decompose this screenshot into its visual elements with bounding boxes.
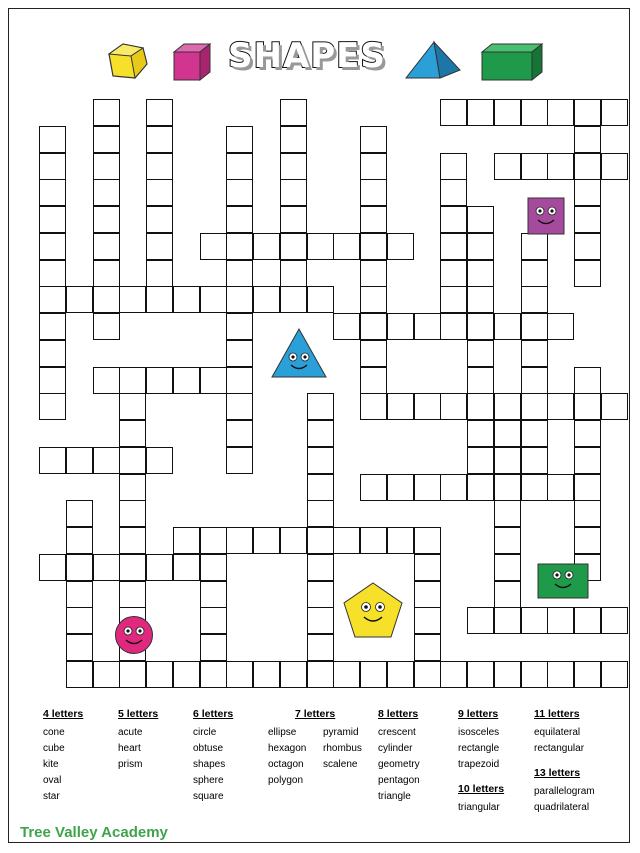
word: shapes bbox=[193, 759, 226, 770]
word-group bbox=[43, 708, 83, 805]
crossword-cell[interactable] bbox=[119, 500, 146, 527]
crossword-cell[interactable] bbox=[494, 474, 521, 501]
crossword-cell[interactable] bbox=[66, 581, 93, 608]
crossword-cell[interactable] bbox=[547, 607, 574, 634]
crossword-cell[interactable] bbox=[93, 447, 120, 474]
crossword-cell[interactable] bbox=[280, 527, 307, 554]
crossword-cell[interactable] bbox=[574, 420, 601, 447]
crossword-cell[interactable] bbox=[601, 393, 628, 420]
crossword-cell[interactable] bbox=[146, 233, 173, 260]
crossword-cell[interactable] bbox=[547, 474, 574, 501]
crossword-cell[interactable] bbox=[440, 153, 467, 180]
crossword-cell[interactable] bbox=[253, 233, 280, 260]
crossword-cell[interactable] bbox=[93, 153, 120, 180]
word-group bbox=[118, 708, 158, 773]
crossword-cell[interactable] bbox=[173, 661, 200, 688]
word: pyramid bbox=[323, 727, 359, 738]
crossword-cell[interactable] bbox=[521, 661, 548, 688]
crossword-cell[interactable] bbox=[574, 233, 601, 260]
crossword-cell[interactable] bbox=[93, 661, 120, 688]
crossword-cell[interactable] bbox=[146, 286, 173, 313]
crossword-cell[interactable] bbox=[93, 206, 120, 233]
crossword-cell[interactable] bbox=[547, 393, 574, 420]
crossword-cell[interactable] bbox=[521, 447, 548, 474]
crossword-cell[interactable] bbox=[119, 661, 146, 688]
crossword-cell[interactable] bbox=[200, 527, 227, 554]
crossword-cell[interactable] bbox=[39, 313, 66, 340]
crossword-cell[interactable] bbox=[146, 554, 173, 581]
crossword-cell[interactable] bbox=[307, 420, 334, 447]
crossword-cell[interactable] bbox=[440, 286, 467, 313]
crossword-cell[interactable] bbox=[146, 447, 173, 474]
crossword-cell[interactable] bbox=[521, 99, 548, 126]
crossword-cell[interactable] bbox=[467, 260, 494, 287]
crossword-cell[interactable] bbox=[39, 447, 66, 474]
crossword-cell[interactable] bbox=[119, 420, 146, 447]
word: cylinder bbox=[378, 743, 413, 754]
crossword-cell[interactable] bbox=[66, 661, 93, 688]
word: ellipse bbox=[268, 727, 297, 738]
crossword-cell[interactable] bbox=[226, 447, 253, 474]
crossword-cell[interactable] bbox=[387, 313, 414, 340]
crossword-cell[interactable] bbox=[494, 313, 521, 340]
word-group-heading: 10 letters bbox=[458, 783, 505, 795]
crossword-cell[interactable] bbox=[574, 607, 601, 634]
word: circle bbox=[193, 727, 217, 738]
crossword-cell[interactable] bbox=[467, 99, 494, 126]
word: crescent bbox=[378, 727, 416, 738]
crossword-cell[interactable] bbox=[66, 286, 93, 313]
word: kite bbox=[43, 759, 59, 770]
word: triangle bbox=[378, 791, 411, 802]
crossword-cell[interactable] bbox=[66, 500, 93, 527]
crossword-cell[interactable] bbox=[253, 661, 280, 688]
word-group bbox=[268, 708, 378, 786]
crossword-cell[interactable] bbox=[440, 206, 467, 233]
crossword-cell[interactable] bbox=[93, 99, 120, 126]
crossword-cell[interactable] bbox=[39, 554, 66, 581]
crossword-cell[interactable] bbox=[146, 126, 173, 153]
brand-name: Tree Valley Academy bbox=[20, 824, 168, 841]
crossword-cell[interactable] bbox=[200, 607, 227, 634]
crossword-cell[interactable] bbox=[574, 447, 601, 474]
crossword-cell[interactable] bbox=[521, 340, 548, 367]
word: obtuse bbox=[193, 743, 224, 754]
crossword-cell[interactable] bbox=[414, 393, 441, 420]
crossword-cell[interactable] bbox=[307, 527, 334, 554]
crossword-cell[interactable] bbox=[66, 527, 93, 554]
crossword-cell[interactable] bbox=[119, 447, 146, 474]
word: cube bbox=[43, 743, 65, 754]
crossword-cell[interactable] bbox=[574, 126, 601, 153]
word: polygon bbox=[268, 775, 304, 786]
crossword-cell[interactable] bbox=[360, 233, 387, 260]
crossword-cell[interactable] bbox=[66, 447, 93, 474]
crossword-cell[interactable] bbox=[467, 393, 494, 420]
crossword-cell[interactable] bbox=[173, 367, 200, 394]
word: oval bbox=[43, 775, 62, 786]
crossword-cell[interactable] bbox=[521, 260, 548, 287]
crossword-cell[interactable] bbox=[333, 527, 360, 554]
crossword-cell[interactable] bbox=[146, 206, 173, 233]
square-face-icon bbox=[527, 197, 565, 235]
crossword-cell[interactable] bbox=[333, 233, 360, 260]
word: prism bbox=[118, 759, 143, 770]
crossword-cell[interactable] bbox=[280, 179, 307, 206]
crossword-cell[interactable] bbox=[146, 367, 173, 394]
crossword-cell[interactable] bbox=[440, 474, 467, 501]
word-group-heading: 9 letters bbox=[458, 708, 499, 720]
pentagon-face-icon bbox=[342, 581, 404, 639]
crossword-cell[interactable] bbox=[307, 474, 334, 501]
crossword-cell[interactable] bbox=[307, 661, 334, 688]
crossword-cell[interactable] bbox=[226, 260, 253, 287]
crossword-cell[interactable] bbox=[467, 447, 494, 474]
crossword-cell[interactable] bbox=[226, 661, 253, 688]
crossword-cell[interactable] bbox=[66, 554, 93, 581]
crossword-cell[interactable] bbox=[39, 367, 66, 394]
crossword-cell[interactable] bbox=[440, 393, 467, 420]
crossword-cell[interactable] bbox=[119, 474, 146, 501]
crossword-cell[interactable] bbox=[360, 340, 387, 367]
crossword-cell[interactable] bbox=[414, 313, 441, 340]
word: rectangular bbox=[534, 743, 585, 754]
crossword-cell[interactable] bbox=[601, 661, 628, 688]
crossword-cell[interactable] bbox=[39, 179, 66, 206]
crossword-cell[interactable] bbox=[574, 99, 601, 126]
word: isosceles bbox=[458, 727, 500, 738]
crossword-cell[interactable] bbox=[200, 634, 227, 661]
crossword-cell[interactable] bbox=[521, 474, 548, 501]
word: parallelogram bbox=[534, 786, 595, 797]
crossword-cell[interactable] bbox=[119, 581, 146, 608]
crossword-cell[interactable] bbox=[574, 527, 601, 554]
crossword-cell[interactable] bbox=[360, 206, 387, 233]
crossword-cell[interactable] bbox=[200, 661, 227, 688]
crossword-cell[interactable] bbox=[574, 206, 601, 233]
crossword-cell[interactable] bbox=[494, 607, 521, 634]
crossword-cell[interactable] bbox=[307, 554, 334, 581]
word: star bbox=[43, 791, 60, 802]
crossword-cell[interactable] bbox=[93, 260, 120, 287]
word: octagon bbox=[268, 759, 304, 770]
crossword-cell[interactable] bbox=[39, 340, 66, 367]
crossword-cell[interactable] bbox=[200, 367, 227, 394]
word: sphere bbox=[193, 775, 224, 786]
crossword-cell[interactable] bbox=[226, 153, 253, 180]
crossword-cell[interactable] bbox=[521, 393, 548, 420]
word-group-heading: 7 letters bbox=[295, 708, 336, 720]
crossword-cell[interactable] bbox=[119, 367, 146, 394]
crossword-cell[interactable] bbox=[119, 393, 146, 420]
crossword-cell[interactable] bbox=[93, 286, 120, 313]
crossword-cell[interactable] bbox=[280, 126, 307, 153]
word-bank bbox=[0, 708, 640, 818]
crossword-cell[interactable] bbox=[226, 420, 253, 447]
crossword-cell[interactable] bbox=[601, 607, 628, 634]
word-group bbox=[534, 767, 595, 816]
crossword-cell[interactable] bbox=[119, 554, 146, 581]
crossword-cell[interactable] bbox=[467, 367, 494, 394]
crossword-cell[interactable] bbox=[440, 260, 467, 287]
word: equilateral bbox=[534, 727, 581, 738]
word: triangular bbox=[458, 802, 500, 813]
crossword-cell[interactable] bbox=[467, 286, 494, 313]
crossword-cell[interactable] bbox=[547, 313, 574, 340]
crossword-cell[interactable] bbox=[39, 233, 66, 260]
crossword-cell[interactable] bbox=[66, 607, 93, 634]
word: geometry bbox=[378, 759, 420, 770]
crossword-cell[interactable] bbox=[146, 661, 173, 688]
crossword-cell[interactable] bbox=[360, 153, 387, 180]
crossword-cell[interactable] bbox=[146, 179, 173, 206]
word: rhombus bbox=[323, 743, 362, 754]
crossword-cell[interactable] bbox=[414, 527, 441, 554]
crossword-cell[interactable] bbox=[360, 286, 387, 313]
crossword-cell[interactable] bbox=[494, 99, 521, 126]
crossword-cell[interactable] bbox=[280, 99, 307, 126]
word: trapezoid bbox=[458, 759, 500, 770]
crossword-cell[interactable] bbox=[601, 99, 628, 126]
crossword-cell[interactable] bbox=[333, 661, 360, 688]
word-group bbox=[458, 708, 499, 773]
crossword-cell[interactable] bbox=[280, 153, 307, 180]
crossword-cell[interactable] bbox=[360, 313, 387, 340]
word-group bbox=[458, 783, 504, 816]
crossword-cell[interactable] bbox=[574, 500, 601, 527]
crossword-cell[interactable] bbox=[440, 233, 467, 260]
crossword-cell[interactable] bbox=[280, 206, 307, 233]
crossword-cell[interactable] bbox=[494, 420, 521, 447]
crossword-cell[interactable] bbox=[414, 474, 441, 501]
crossword-cell[interactable] bbox=[333, 313, 360, 340]
crossword-cell[interactable] bbox=[200, 581, 227, 608]
crossword-cell[interactable] bbox=[280, 286, 307, 313]
word-group-heading: 8 letters bbox=[378, 708, 419, 720]
crossword-cell[interactable] bbox=[226, 313, 253, 340]
crossword-cell[interactable] bbox=[467, 206, 494, 233]
crossword-cell[interactable] bbox=[226, 233, 253, 260]
word: hexagon bbox=[268, 743, 307, 754]
crossword-cell[interactable] bbox=[39, 206, 66, 233]
crossword-cell[interactable] bbox=[226, 527, 253, 554]
crossword-cell[interactable] bbox=[521, 367, 548, 394]
crossword-cell[interactable] bbox=[93, 233, 120, 260]
crossword-cell[interactable] bbox=[226, 367, 253, 394]
crossword-cell[interactable] bbox=[360, 179, 387, 206]
crossword-cell[interactable] bbox=[521, 420, 548, 447]
crossword-cell[interactable] bbox=[467, 607, 494, 634]
crossword-cell[interactable] bbox=[494, 500, 521, 527]
word-group-heading: 13 letters bbox=[534, 767, 581, 779]
crossword-cell[interactable] bbox=[93, 179, 120, 206]
crossword-cell[interactable] bbox=[39, 260, 66, 287]
crossword-cell[interactable] bbox=[467, 340, 494, 367]
word-subcolumn bbox=[268, 725, 306, 789]
crossword-cell[interactable] bbox=[360, 661, 387, 688]
crossword-cell[interactable] bbox=[387, 393, 414, 420]
crossword-cell[interactable] bbox=[360, 126, 387, 153]
crossword-cell[interactable] bbox=[574, 153, 601, 180]
crossword-cell[interactable] bbox=[521, 286, 548, 313]
word-group-heading: 6 letters bbox=[193, 708, 234, 720]
crossword-cell[interactable] bbox=[414, 581, 441, 608]
crossword-cell[interactable] bbox=[280, 233, 307, 260]
crossword-cell[interactable] bbox=[307, 233, 334, 260]
crossword-cell[interactable] bbox=[387, 474, 414, 501]
word: quadrilateral bbox=[534, 802, 590, 813]
word-group bbox=[193, 708, 233, 805]
crossword-cell[interactable] bbox=[547, 153, 574, 180]
word: acute bbox=[118, 727, 143, 738]
word: scalene bbox=[323, 759, 358, 770]
crossword-cell[interactable] bbox=[119, 527, 146, 554]
crossword-cell[interactable] bbox=[307, 607, 334, 634]
word: square bbox=[193, 791, 224, 802]
circle-face-icon bbox=[114, 615, 154, 655]
word-group-heading: 11 letters bbox=[534, 708, 580, 720]
crossword-cell[interactable] bbox=[226, 286, 253, 313]
word: rectangle bbox=[458, 743, 500, 754]
crossword-cell[interactable] bbox=[39, 286, 66, 313]
crossword-cell[interactable] bbox=[360, 474, 387, 501]
crossword-cell[interactable] bbox=[494, 581, 521, 608]
crossword-cell[interactable] bbox=[494, 527, 521, 554]
word: cone bbox=[43, 727, 65, 738]
crossword-cell[interactable] bbox=[467, 233, 494, 260]
crossword-cell[interactable] bbox=[601, 153, 628, 180]
word-subcolumn bbox=[323, 725, 362, 773]
word-group bbox=[378, 708, 420, 805]
crossword-cell[interactable] bbox=[39, 126, 66, 153]
crossword-cell[interactable] bbox=[414, 554, 441, 581]
crossword-cell[interactable] bbox=[494, 393, 521, 420]
crossword-cell[interactable] bbox=[574, 474, 601, 501]
crossword-cell[interactable] bbox=[307, 581, 334, 608]
word: pentagon bbox=[378, 775, 420, 786]
crossword-cell[interactable] bbox=[200, 286, 227, 313]
crossword-cell[interactable] bbox=[226, 340, 253, 367]
crossword-cell[interactable] bbox=[521, 153, 548, 180]
crossword-cell[interactable] bbox=[253, 286, 280, 313]
crossword-cell[interactable] bbox=[146, 99, 173, 126]
crossword-cell[interactable] bbox=[547, 99, 574, 126]
crossword-cell[interactable] bbox=[226, 126, 253, 153]
crossword-cell[interactable] bbox=[360, 527, 387, 554]
crossword-cell[interactable] bbox=[39, 153, 66, 180]
crossword-cell[interactable] bbox=[521, 233, 548, 260]
crossword-cell[interactable] bbox=[39, 393, 66, 420]
crossword-cell[interactable] bbox=[226, 179, 253, 206]
crossword-cell[interactable] bbox=[173, 286, 200, 313]
crossword-cell[interactable] bbox=[494, 153, 521, 180]
crossword-cell[interactable] bbox=[494, 661, 521, 688]
triangle-face-icon bbox=[270, 327, 328, 379]
rectangle-face-icon bbox=[537, 563, 589, 599]
crossword-cell[interactable] bbox=[226, 206, 253, 233]
crossword-cell[interactable] bbox=[521, 607, 548, 634]
crossword-cell[interactable] bbox=[307, 447, 334, 474]
crossword-cell[interactable] bbox=[360, 260, 387, 287]
crossword-cell[interactable] bbox=[253, 527, 280, 554]
crossword-cell[interactable] bbox=[440, 99, 467, 126]
word-group-heading: 4 letters bbox=[43, 708, 84, 720]
crossword-cell[interactable] bbox=[440, 179, 467, 206]
crossword-cell[interactable] bbox=[414, 661, 441, 688]
word-group bbox=[534, 708, 584, 757]
crossword-cell[interactable] bbox=[173, 527, 200, 554]
crossword-cell[interactable] bbox=[387, 233, 414, 260]
crossword-cell[interactable] bbox=[280, 260, 307, 287]
crossword-cell[interactable] bbox=[360, 367, 387, 394]
crossword-cell[interactable] bbox=[574, 260, 601, 287]
crossword-cell[interactable] bbox=[280, 661, 307, 688]
crossword-cell[interactable] bbox=[307, 393, 334, 420]
crossword-cell[interactable] bbox=[66, 634, 93, 661]
crossword-cell[interactable] bbox=[200, 554, 227, 581]
crossword-cell[interactable] bbox=[93, 313, 120, 340]
crossword-cell[interactable] bbox=[574, 179, 601, 206]
crossword-cell[interactable] bbox=[467, 474, 494, 501]
crossword-cell[interactable] bbox=[467, 313, 494, 340]
word-group-heading: 5 letters bbox=[118, 708, 159, 720]
crossword-cell[interactable] bbox=[494, 447, 521, 474]
crossword-cell[interactable] bbox=[494, 554, 521, 581]
crossword-cell[interactable] bbox=[440, 661, 467, 688]
crossword-cell[interactable] bbox=[200, 233, 227, 260]
crossword-cell[interactable] bbox=[547, 661, 574, 688]
crossword-cell[interactable] bbox=[574, 393, 601, 420]
word: heart bbox=[118, 743, 141, 754]
crossword-cell[interactable] bbox=[93, 554, 120, 581]
crossword-cell[interactable] bbox=[226, 393, 253, 420]
crossword-cell[interactable] bbox=[414, 607, 441, 634]
page-title: SHAPES bbox=[228, 36, 386, 76]
crossword-cell[interactable] bbox=[360, 393, 387, 420]
crossword-cell[interactable] bbox=[521, 313, 548, 340]
crossword-cell[interactable] bbox=[440, 313, 467, 340]
crossword-cell[interactable] bbox=[173, 554, 200, 581]
crossword-cell[interactable] bbox=[467, 420, 494, 447]
crossword-cell[interactable] bbox=[387, 527, 414, 554]
crossword-cell[interactable] bbox=[307, 500, 334, 527]
crossword-cell[interactable] bbox=[146, 260, 173, 287]
crossword-cell[interactable] bbox=[93, 367, 120, 394]
crossword-cell[interactable] bbox=[307, 286, 334, 313]
crossword-cell[interactable] bbox=[574, 661, 601, 688]
crossword-cell[interactable] bbox=[307, 634, 334, 661]
crossword-cell[interactable] bbox=[119, 286, 146, 313]
crossword-cell[interactable] bbox=[146, 153, 173, 180]
crossword-cell[interactable] bbox=[93, 126, 120, 153]
crossword-cell[interactable] bbox=[467, 661, 494, 688]
crossword-cell[interactable] bbox=[387, 661, 414, 688]
crossword-cell[interactable] bbox=[414, 634, 441, 661]
crossword-cell[interactable] bbox=[574, 367, 601, 394]
